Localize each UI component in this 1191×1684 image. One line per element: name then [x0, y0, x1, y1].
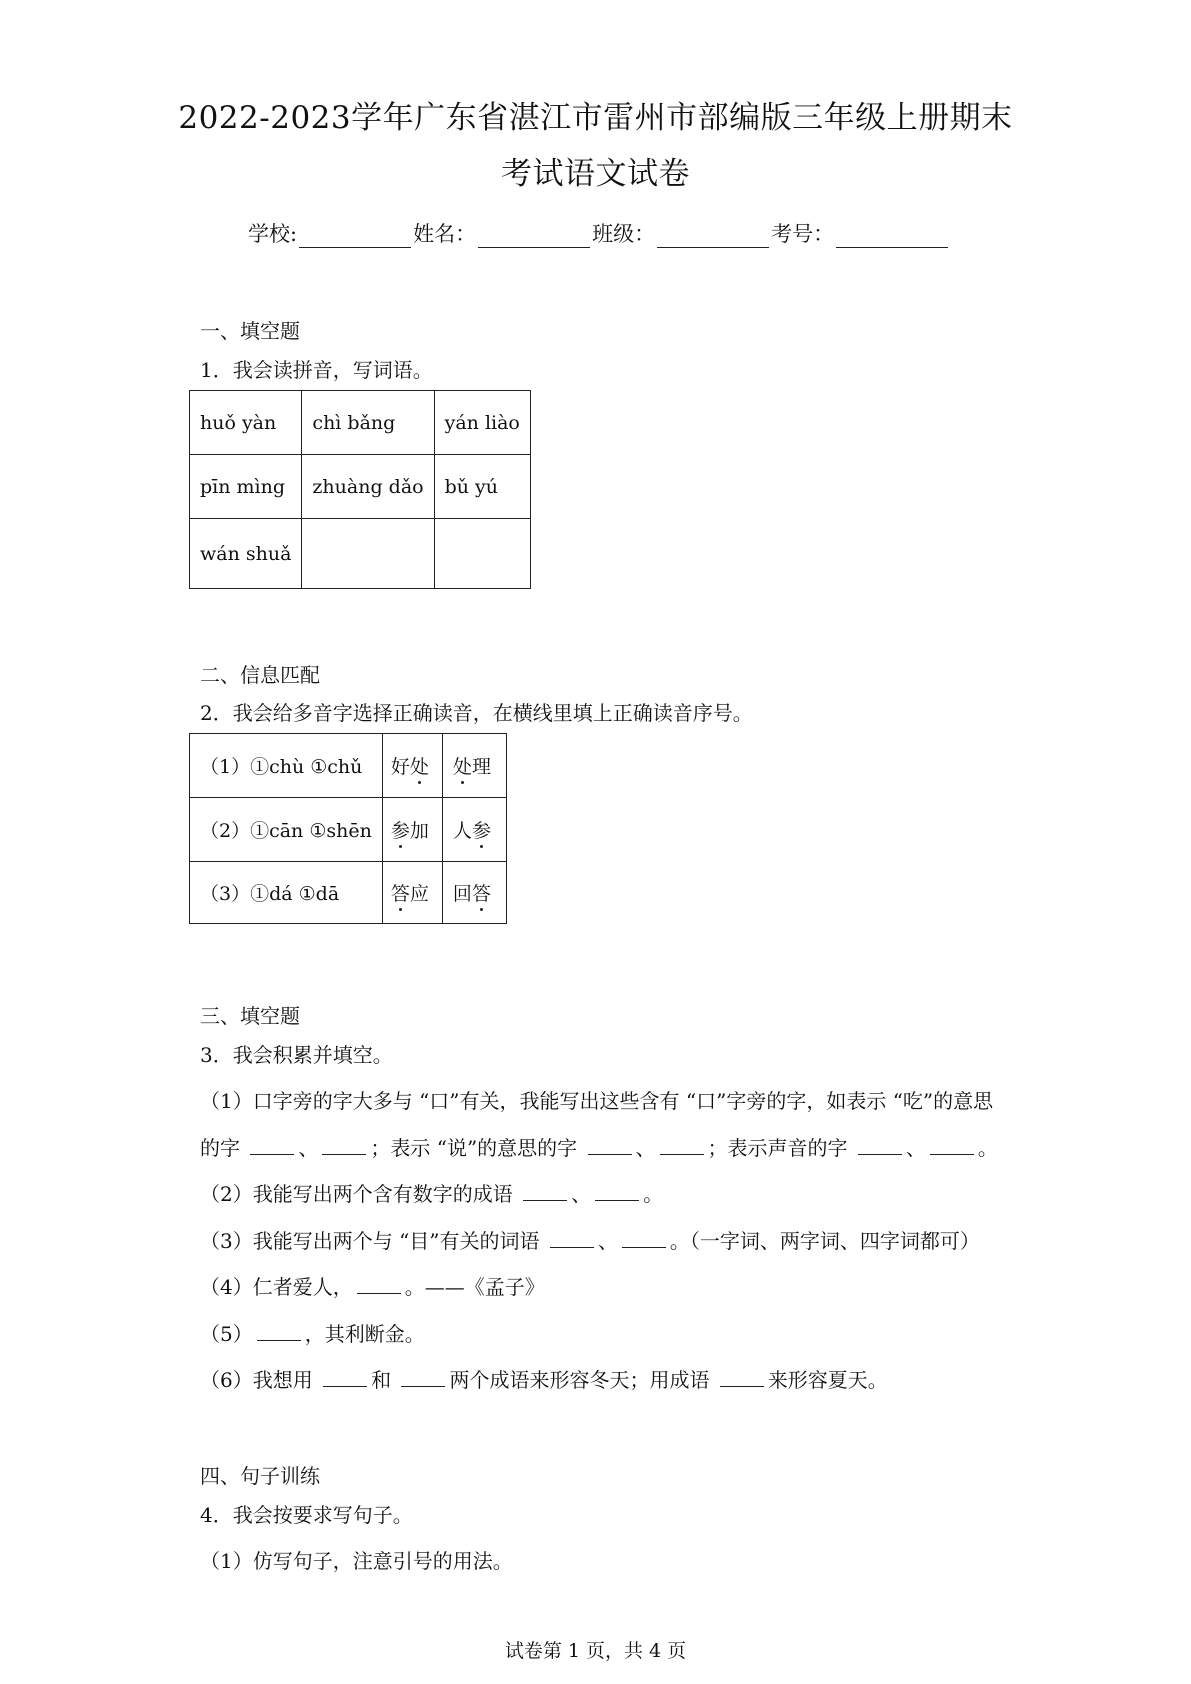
q3-part5: （5） ，其利断金。	[200, 1322, 425, 1346]
polyphonic-table	[189, 733, 507, 924]
reading-options: （3）①dá ①dā	[190, 862, 383, 924]
reading-options: （1）①chù ①chǔ	[190, 734, 383, 798]
q3-part1-line2: 的字 、 ；表示 “说”的意思的字 、 ；表示声音的字 、 。	[200, 1136, 998, 1160]
q3-part2: （2）我能写出两个含有数字的成语 、 。	[200, 1182, 664, 1206]
pinyin-cell[interactable]: pīn mìng	[190, 455, 302, 519]
question-3: 3．我会积累并填空。	[200, 1043, 393, 1067]
section-heading-3: 三、填空题	[200, 1004, 300, 1028]
word-cell[interactable]: 人参	[442, 798, 506, 862]
pinyin-table	[189, 390, 531, 589]
question-2: 2．我会给多音字选择正确读音，在横线里填上正确读音序号。	[200, 701, 753, 725]
pinyin-cell-empty[interactable]	[434, 519, 530, 589]
school-blank[interactable]	[299, 229, 411, 248]
pinyin-cell[interactable]: zhuàng dǎo	[302, 455, 434, 519]
answer-blank[interactable]	[858, 1138, 902, 1155]
answer-blank[interactable]	[357, 1277, 401, 1294]
student-info-row	[248, 218, 950, 248]
answer-blank[interactable]	[720, 1370, 764, 1387]
answer-blank[interactable]	[595, 1184, 639, 1201]
question-1: 1．我会读拼音，写词语。	[200, 358, 433, 382]
pinyin-cell[interactable]: chì bǎng	[302, 391, 434, 455]
pinyin-cell-empty[interactable]	[302, 519, 434, 589]
section-heading-4: 四、句子训练	[200, 1464, 320, 1488]
exam-number-label: 考号：	[771, 222, 835, 246]
page-footer: 试卷第 1 页，共 4 页	[504, 1640, 687, 1662]
pinyin-cell[interactable]: huǒ yàn	[190, 391, 302, 455]
pinyin-cell[interactable]: yán liào	[434, 391, 530, 455]
answer-blank[interactable]	[660, 1138, 704, 1155]
q4-part1: （1）仿写句子，注意引号的用法。	[200, 1549, 513, 1573]
word-cell[interactable]: 好处	[382, 734, 442, 798]
word-cell[interactable]: 回答	[442, 862, 506, 924]
q3-part3: （3）我能写出两个与 “目”有关的词语 、 。（一字词、两字词、四字词都可）	[200, 1229, 980, 1253]
class-blank[interactable]	[657, 229, 769, 248]
question-4: 4．我会按要求写句子。	[200, 1503, 413, 1527]
answer-blank[interactable]	[401, 1370, 445, 1387]
word-cell[interactable]: 参加	[382, 798, 442, 862]
answer-blank[interactable]	[322, 1138, 366, 1155]
name-blank[interactable]	[478, 229, 590, 248]
answer-blank[interactable]	[622, 1231, 666, 1248]
answer-blank[interactable]	[250, 1138, 294, 1155]
q3-part1-line1: （1）口字旁的字大多与 “口”有关，我能写出这些含有 “口”字旁的字，如表示 “吃”的意思	[200, 1089, 994, 1113]
answer-blank[interactable]	[550, 1231, 594, 1248]
pinyin-cell[interactable]: bǔ yú	[434, 455, 530, 519]
exam-number-blank[interactable]	[836, 229, 948, 248]
exam-title-line2: 考试语文试卷	[501, 156, 690, 192]
section-heading-1: 一、填空题	[200, 319, 300, 343]
word-cell[interactable]: 答应	[382, 862, 442, 924]
class-label: 班级：	[592, 222, 656, 246]
answer-blank[interactable]	[257, 1324, 301, 1341]
answer-blank[interactable]	[930, 1138, 974, 1155]
q3-part4: （4）仁者爱人， 。——《孟子》	[200, 1275, 545, 1299]
answer-blank[interactable]	[323, 1370, 367, 1387]
section-heading-2: 二、信息匹配	[200, 663, 320, 687]
q3-part6: （6）我想用 和 两个成语来形容冬天；用成语 来形容夏天。	[200, 1368, 888, 1392]
name-label: 姓名：	[413, 222, 477, 246]
answer-blank[interactable]	[523, 1184, 567, 1201]
exam-title-line1: 2022-2023学年广东省湛江市雷州市部编版三年级上册期末	[178, 100, 1013, 136]
school-label: 学校:	[248, 222, 298, 246]
pinyin-cell[interactable]: wán shuǎ	[190, 519, 302, 589]
reading-options: （2）①cān ①shēn	[190, 798, 383, 862]
word-cell[interactable]: 处理	[442, 734, 506, 798]
answer-blank[interactable]	[588, 1138, 632, 1155]
